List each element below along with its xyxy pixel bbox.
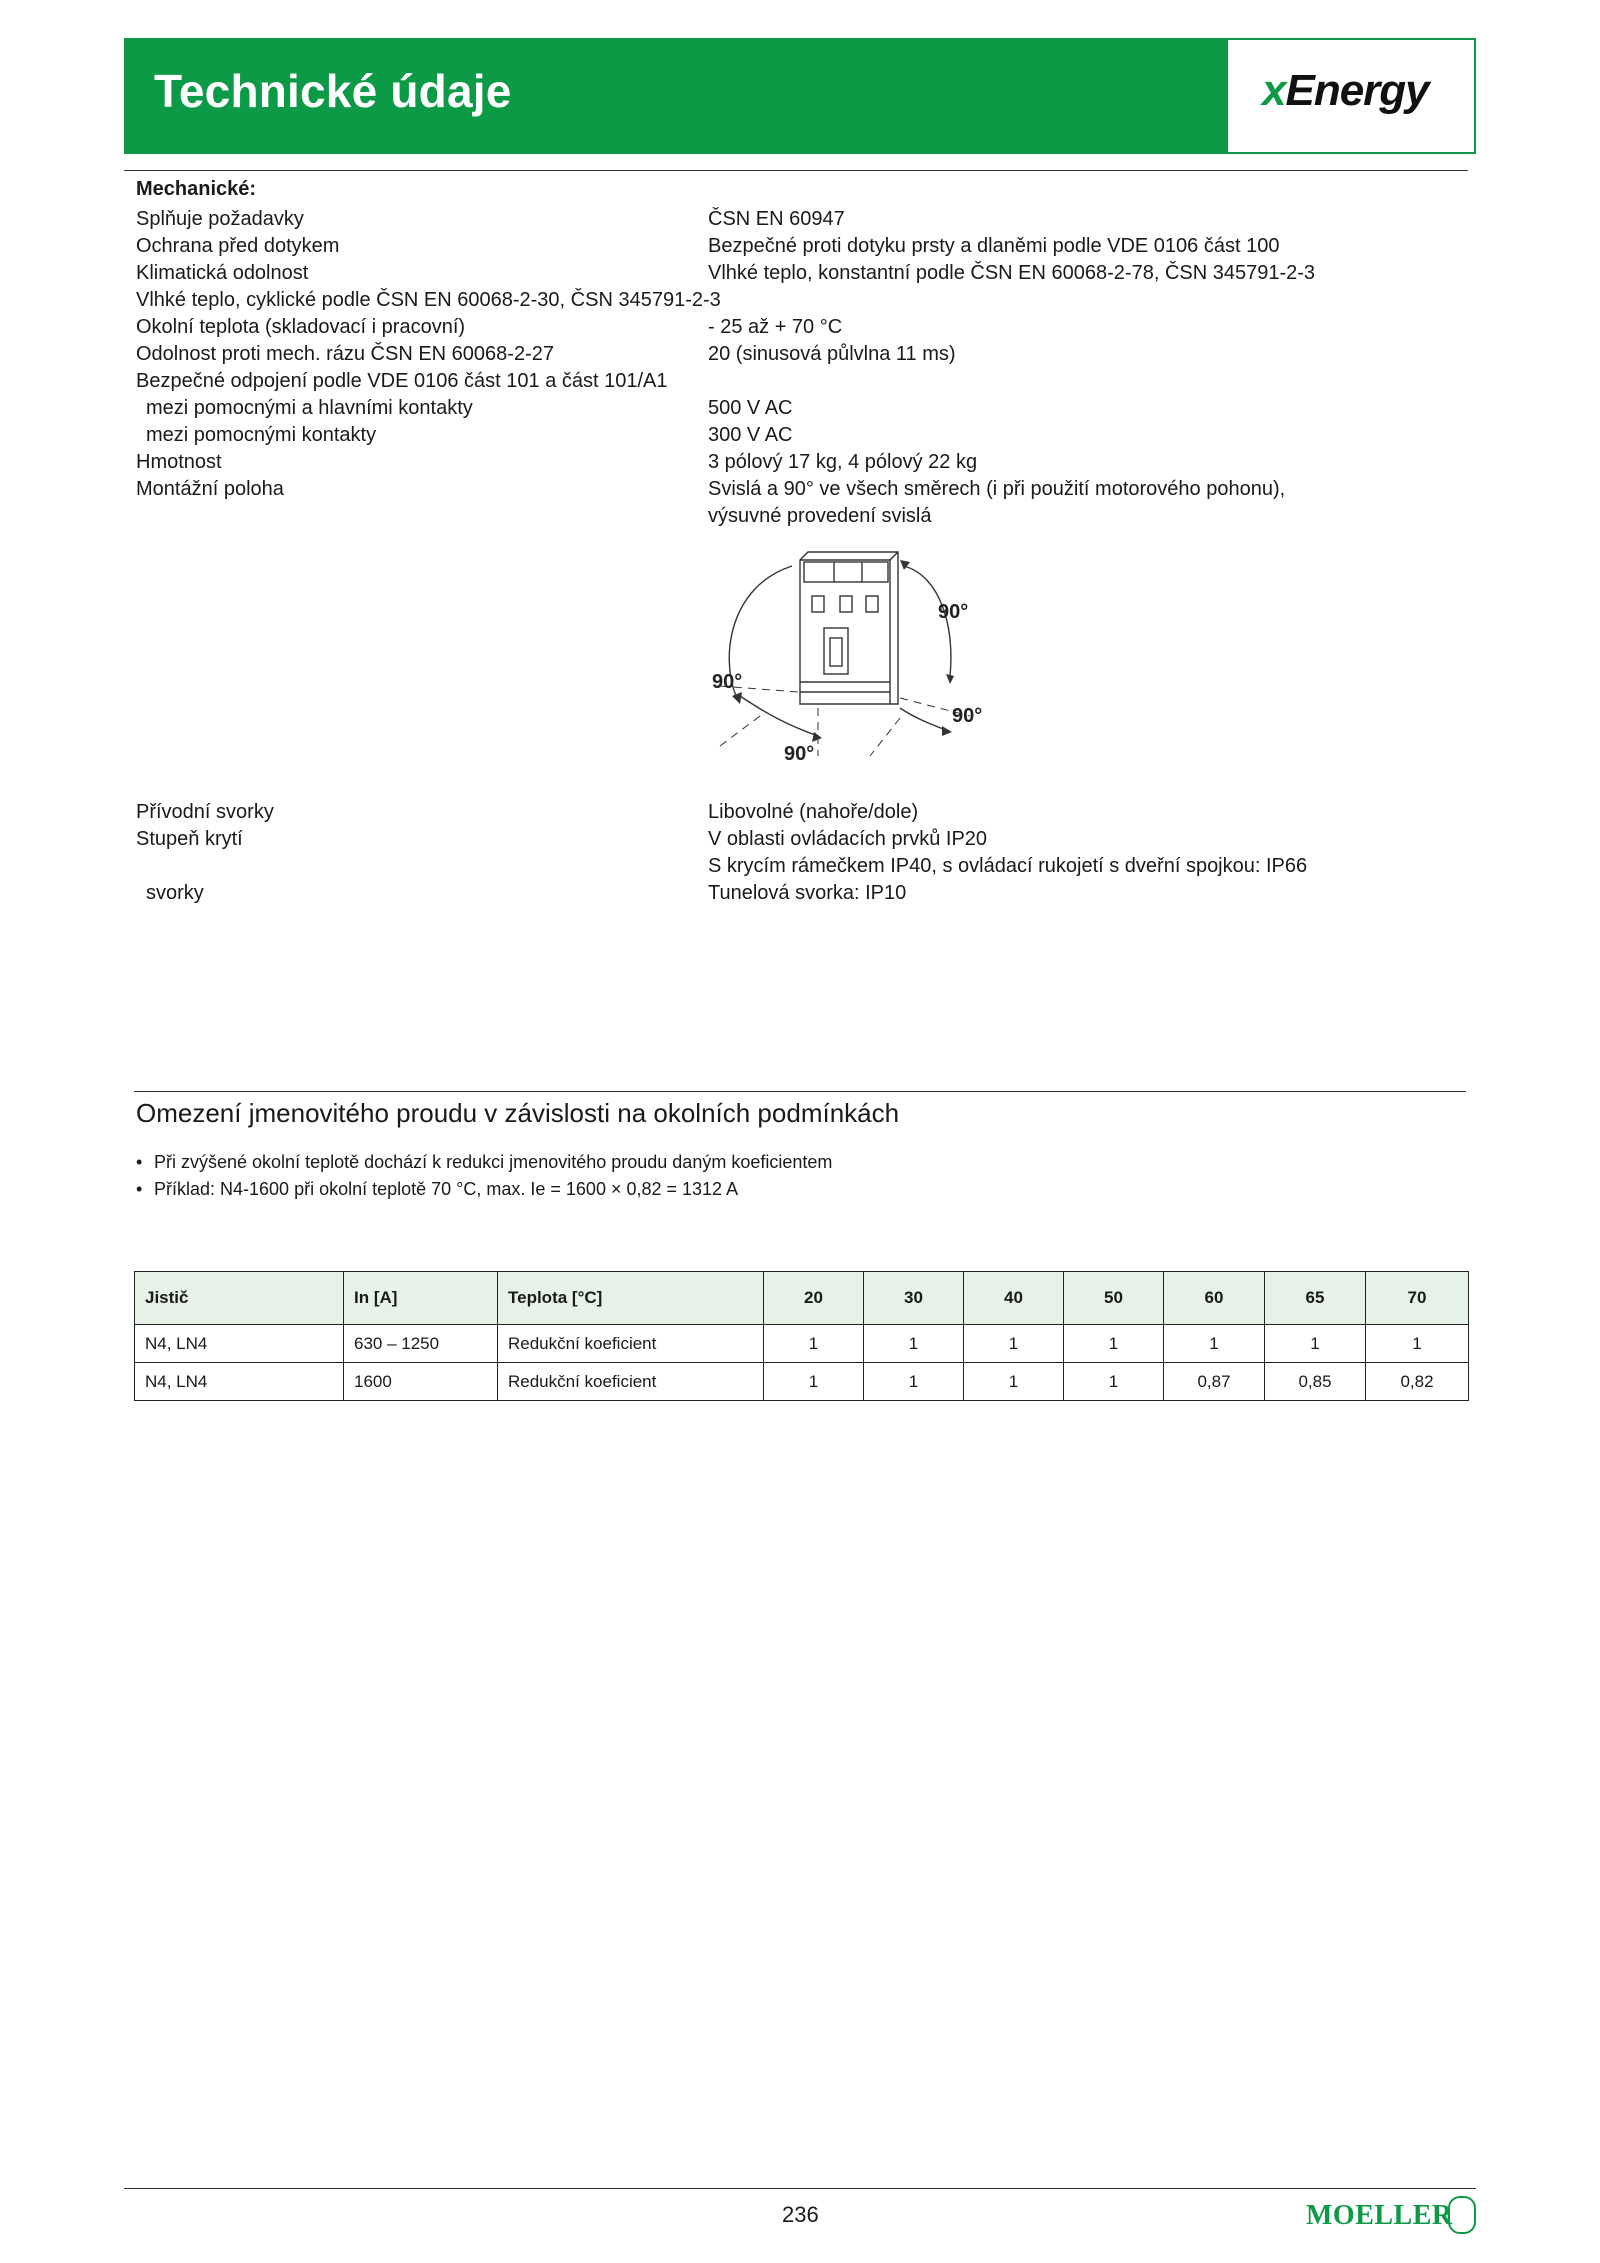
spec-row [0, 451, 1600, 478]
table-cell: N4, LN4 [135, 1325, 344, 1363]
bullet-text: Při zvýšené okolní teplotě dochází k redukci jmenovitého proudu daným koeficientem [154, 1152, 833, 1172]
table-cell: 1 [964, 1363, 1064, 1401]
table-cell: 1 [1366, 1325, 1469, 1363]
angle-label: 90° [938, 601, 969, 623]
spec-row [0, 397, 1600, 424]
spec-row [0, 478, 1600, 505]
derating-title: Omezení jmenovitého proudu v závislosti na okolních podmínkách [136, 1098, 900, 1128]
spec-value: Bezpečné proti dotyku prsty a dlaněmi podle VDE 0106 část 100 [708, 235, 1280, 257]
spec-label: Splňuje požadavky [136, 208, 304, 230]
spec-label: Stupeň krytí [136, 828, 243, 850]
section-divider [134, 1091, 1466, 1092]
spec-row [0, 316, 1600, 343]
mechanical-label: Mechanické: [136, 178, 257, 200]
column-header: 50 [1064, 1272, 1164, 1325]
column-header: Jistič [135, 1272, 344, 1325]
page-number: 236 [782, 2202, 819, 2227]
spec-value: Vlhké teplo, konstantní podle ČSN EN 60068-2-78, ČSN 345791-2-3 [708, 262, 1316, 284]
spec-value: S krycím rámečkem IP40, s ovládací rukojetí s dveřní spojkou: IP66 [708, 855, 1308, 877]
table-cell: 1 [764, 1325, 864, 1363]
spec-value: Tunelová svorka: IP10 [708, 882, 907, 904]
header-divider [124, 170, 1468, 171]
footer-divider [124, 2188, 1476, 2189]
derating-table [134, 1271, 1469, 1401]
spec-row [0, 235, 1600, 262]
page-title: Technické údaje [154, 65, 512, 117]
spec-label: Přívodní svorky [136, 801, 274, 823]
spec-value: výsuvné provedení svislá [708, 505, 932, 527]
spec-value: 20 (sinusová půlvlna 11 ms) [708, 343, 956, 365]
spec-row [0, 828, 1600, 855]
angle-label: 90° [712, 671, 743, 693]
mounting-position-diagram [700, 546, 1000, 774]
table-cell: 0,87 [1164, 1363, 1265, 1401]
logo-prefix: x [1262, 66, 1286, 115]
table-cell: 1 [764, 1363, 864, 1401]
table-cell: 630 – 1250 [344, 1325, 498, 1363]
spec-row [0, 343, 1600, 370]
spec-row [0, 505, 1600, 532]
spec-value: V oblasti ovládacích prvků IP20 [708, 828, 988, 850]
xenergy-logo [1228, 40, 1474, 152]
table-cell: N4, LN4 [135, 1363, 344, 1401]
page-header [124, 38, 1476, 154]
spec-row [0, 262, 1600, 289]
spec-value: Svislá a 90° ve všech směrech (i při použití motorového pohonu), [708, 478, 1286, 500]
table-row [135, 1363, 1469, 1401]
table-cell: 1 [1265, 1325, 1366, 1363]
table-cell: 1 [864, 1363, 964, 1401]
table-cell: 0,82 [1366, 1363, 1469, 1401]
spec-label: Odolnost proti mech. rázu ČSN EN 60068-2-27 [136, 343, 554, 365]
spec-label: svorky [146, 882, 204, 904]
spec-label: mezi pomocnými kontakty [146, 424, 377, 446]
table-cell: 1 [1164, 1325, 1265, 1363]
bullet-text: Příklad: N4-1600 při okolní teplotě 70 °C, max. Ie = 1600 × 0,82 = 1312 A [154, 1179, 739, 1199]
spec-label: Bezpečné odpojení podle VDE 0106 část 101 a část 101/A1 [136, 370, 668, 392]
column-header: 20 [764, 1272, 864, 1325]
table-cell: 1 [1064, 1325, 1164, 1363]
table-cell: Redukční koeficient [498, 1325, 764, 1363]
spec-row [0, 289, 1600, 316]
table-cell: 1 [864, 1325, 964, 1363]
table-cell: 1 [1064, 1363, 1164, 1401]
logo-main: Energy [1285, 66, 1429, 115]
spec-row [0, 855, 1600, 882]
spec-value: 500 V AC [708, 397, 793, 419]
bullet-item [136, 1152, 832, 1173]
spec-label: mezi pomocnými a hlavními kontakty [146, 397, 473, 419]
spec-label: Ochrana před dotykem [136, 235, 340, 257]
spec-label: Okolní teplota (skladovací i pracovní) [136, 316, 466, 338]
column-header: 65 [1265, 1272, 1366, 1325]
spec-label: Klimatická odolnost [136, 262, 309, 284]
moeller-logo: MOELLER [1306, 2200, 1453, 2231]
spec-value: - 25 až + 70 °C [708, 316, 843, 338]
column-header: 40 [964, 1272, 1064, 1325]
table-row [135, 1325, 1469, 1363]
bullet-dot-icon: • [136, 1152, 143, 1172]
column-header: Teplota [°C] [498, 1272, 764, 1325]
table-header-row [135, 1272, 1469, 1325]
spec-label: Hmotnost [136, 451, 222, 473]
table-cell: 0,85 [1265, 1363, 1366, 1401]
column-header: In [A] [344, 1272, 498, 1325]
spec-value: 300 V AC [708, 424, 793, 446]
spec-row [0, 370, 1600, 397]
column-header: 30 [864, 1272, 964, 1325]
angle-label: 90° [952, 705, 983, 727]
table-cell: 1600 [344, 1363, 498, 1401]
spec-value: ČSN EN 60947 [708, 208, 845, 230]
spec-row [0, 424, 1600, 451]
spec-label: Vlhké teplo, cyklické podle ČSN EN 60068-2-30, ČSN 345791-2-3 [136, 289, 721, 311]
spec-row [0, 882, 1600, 909]
table-cell: 1 [964, 1325, 1064, 1363]
spec-label: Montážní poloha [136, 478, 284, 500]
spec-value: Libovolné (nahoře/dole) [708, 801, 919, 823]
column-header: 70 [1366, 1272, 1469, 1325]
angle-label: 90° [784, 743, 815, 765]
spec-row [0, 208, 1600, 235]
column-header: 60 [1164, 1272, 1265, 1325]
spec-value: 3 pólový 17 kg, 4 pólový 22 kg [708, 451, 978, 473]
bullet-item [136, 1179, 738, 1200]
bullet-dot-icon: • [136, 1179, 143, 1199]
table-cell: Redukční koeficient [498, 1363, 764, 1401]
moeller-mark-icon [1448, 2196, 1476, 2234]
spec-row [0, 801, 1600, 828]
